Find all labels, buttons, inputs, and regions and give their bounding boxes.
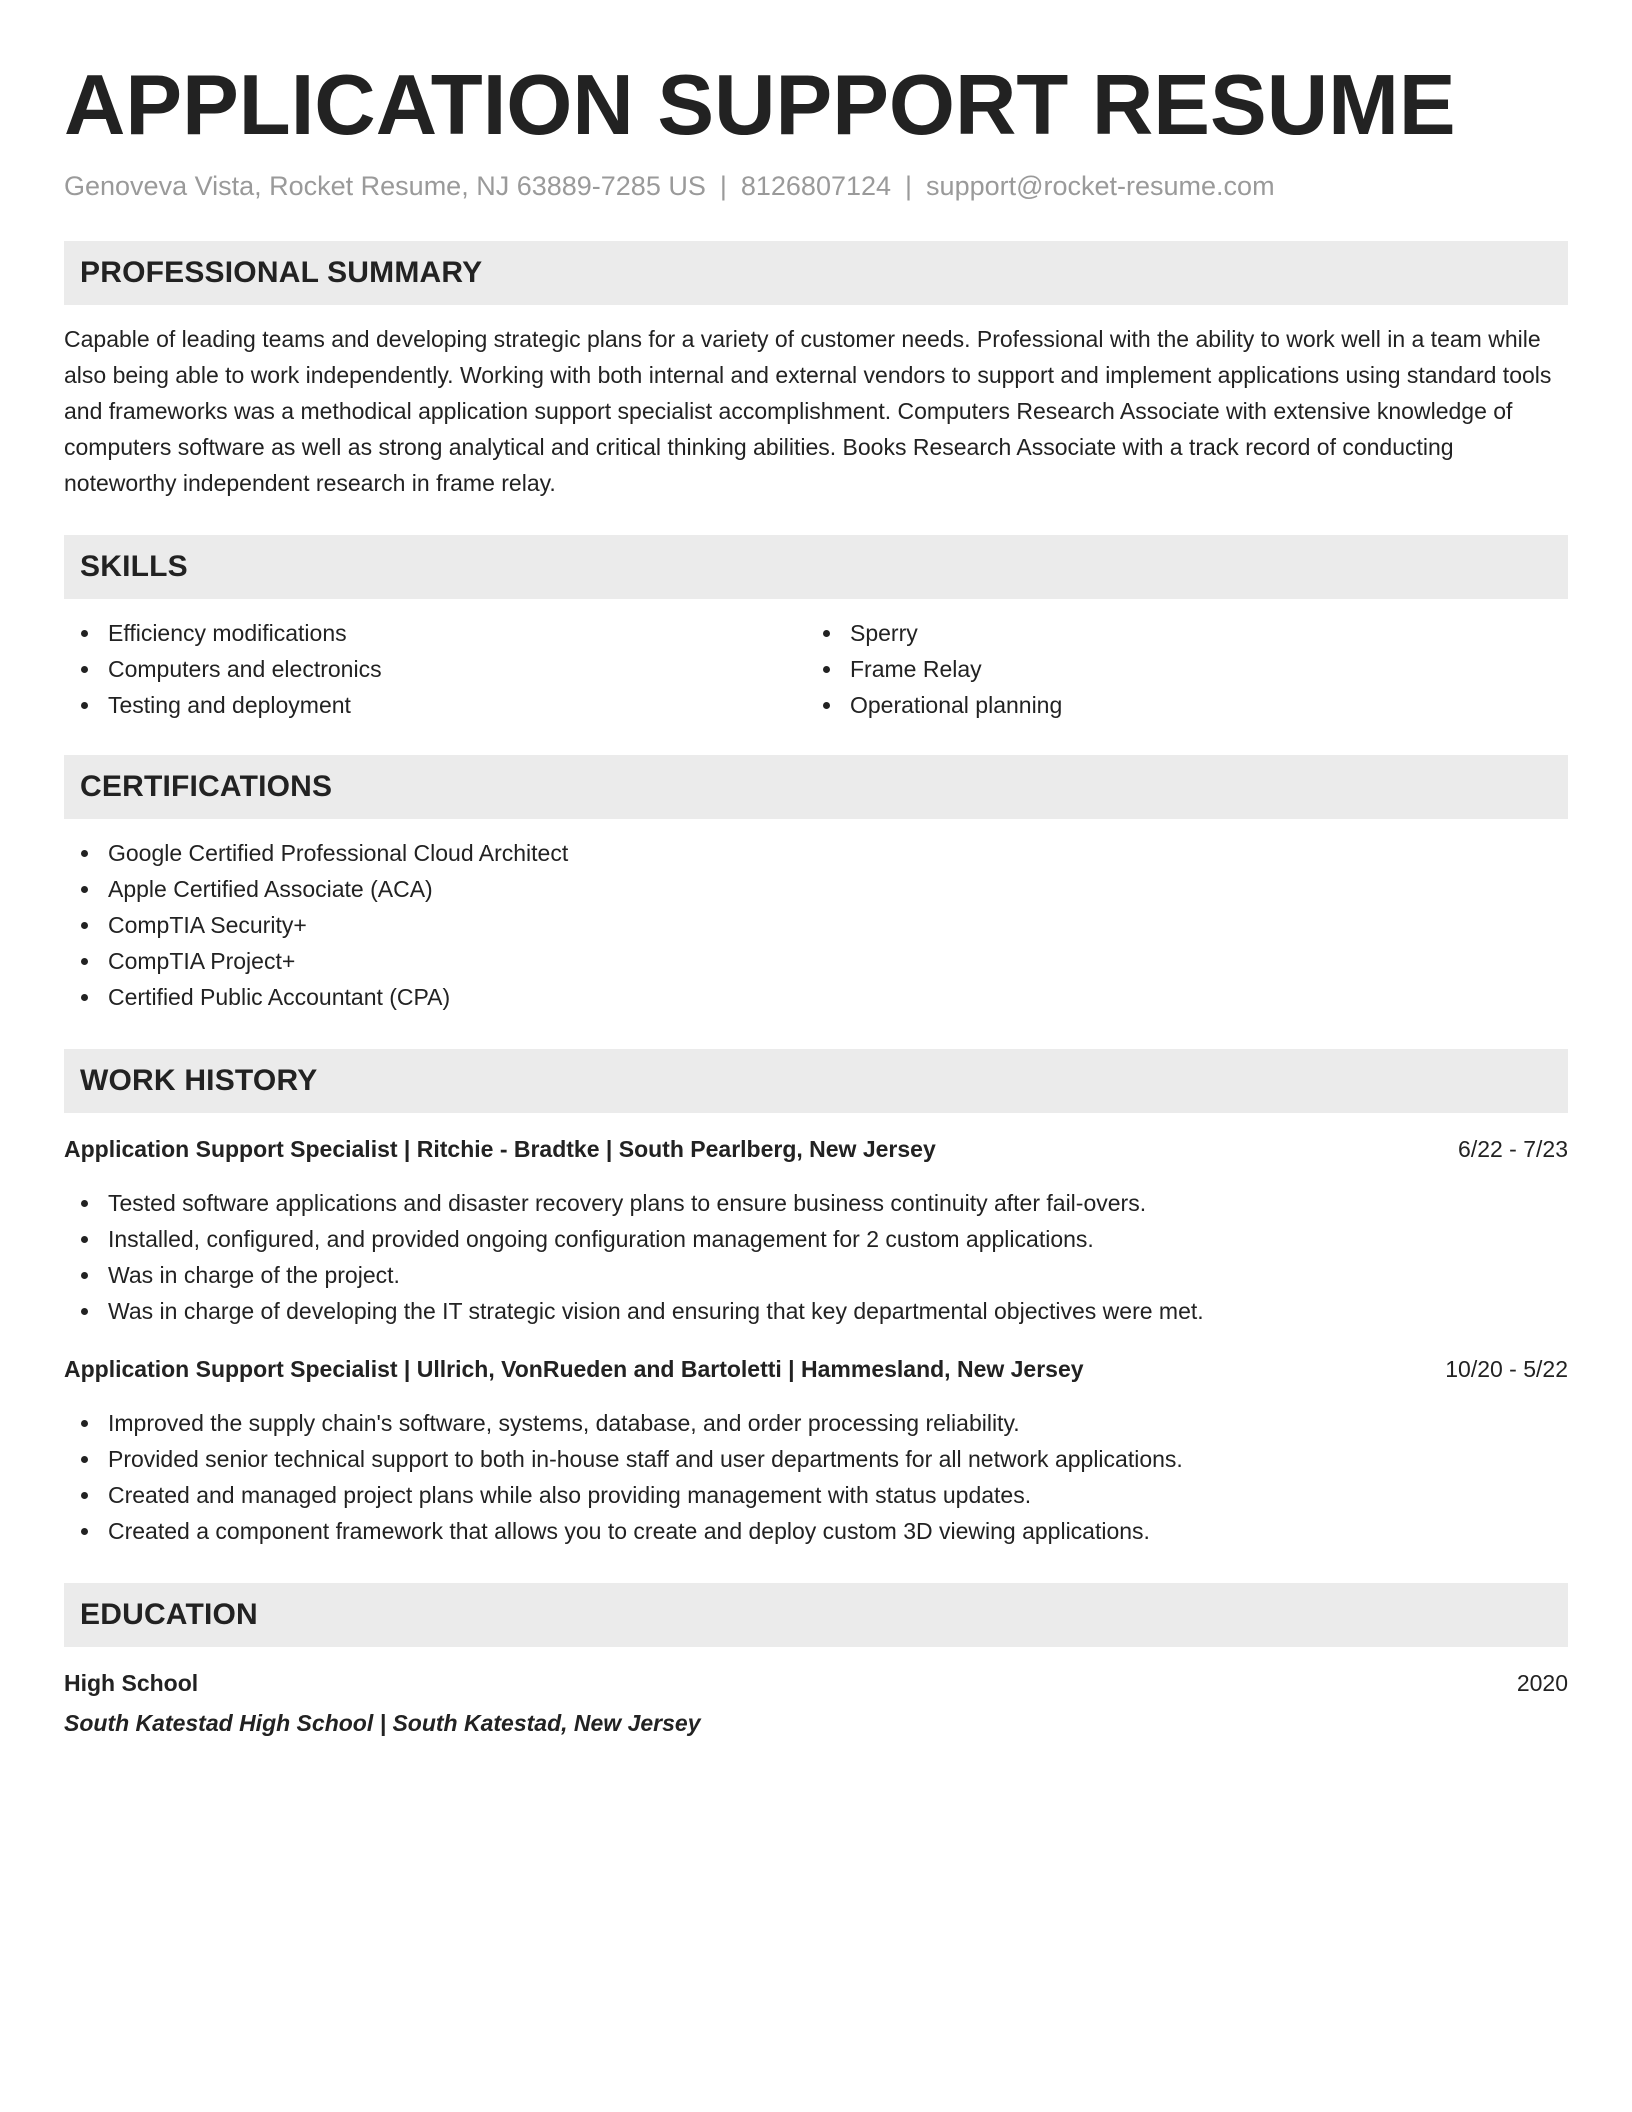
job-title: Application Support Specialist | Ullrich, VonRueden and Bartoletti | Hammesland, New Jersey [64,1356,1084,1382]
education-degree: High School [64,1670,199,1696]
job-entry [64,1131,1568,1329]
education-heading-bar [64,1583,1568,1647]
list-item: Was in charge of the project. [64,1257,1568,1293]
job-header [64,1131,1568,1167]
contact-line [64,168,1568,204]
certifications-heading-bar [64,755,1568,819]
skills-heading: SKILLS [80,550,188,583]
job-dates: 10/20 - 5/22 [1445,1356,1568,1382]
skills-list-left [64,615,806,723]
list-item: CompTIA Security+ [64,907,1568,943]
job-header [64,1351,1568,1387]
skills-heading-bar [64,535,1568,599]
certifications-list [64,835,1568,1015]
summary-text: Capable of leading teams and developing strategic plans for a variety of customer needs. Professional with the ability to work well in a team while also being able to work independently. Working with both internal and external vendors to support and implement applications using standard tools and frameworks was a methodical application support specialist accomplishment. Computers Research Associate with extensive knowledge of computers software as well as strong analytical and critical thinking abilities. Books Research Associate with a track record of conducting noteworthy independent research in frame relay. [64,326,1552,496]
list-item: Provided senior technical support to both in-house staff and user departments for all network applications. [64,1441,1568,1477]
education-year: 2020 [1516,1670,1568,1696]
resume-page [64,0,1568,1741]
list-item: Improved the supply chain's software, systems, database, and order processing reliability. [64,1405,1568,1441]
list-item: Apple Certified Associate (ACA) [64,871,1568,907]
summary-section [64,241,1568,501]
certifications-section [64,755,1568,1015]
list-item: Created and managed project plans while also providing management with status updates. [64,1477,1568,1513]
list-item: CompTIA Project+ [64,943,1568,979]
skills-section [64,535,1568,723]
job-title: Application Support Specialist | Ritchie - Bradtke | South Pearlberg, New Jersey [64,1136,936,1162]
contact-address: Genoveva Vista, Rocket Resume, NJ 63889-7285 US [64,171,706,201]
education-school: South Katestad High School | South Katestad, New Jersey [64,1710,701,1736]
list-item: Google Certified Professional Cloud Architect [64,835,1568,871]
job-bullets [64,1185,1568,1329]
work-heading-bar [64,1049,1568,1113]
contact-separator: | [905,171,913,201]
education-heading: EDUCATION [80,1598,258,1631]
list-item: Testing and deployment [64,687,806,723]
skills-list-right [806,615,1548,723]
work-section [64,1049,1568,1549]
list-item: Was in charge of developing the IT strategic vision and ensuring that key departmental objectives were met. [64,1293,1568,1329]
summary-heading: PROFESSIONAL SUMMARY [80,256,483,289]
job-dates: 6/22 - 7/23 [1458,1136,1568,1162]
skills-grid [64,599,1568,723]
education-header [64,1665,1568,1701]
contact-email: support@rocket-resume.com [926,171,1275,201]
list-item: Computers and electronics [64,651,806,687]
contact-separator: | [719,171,727,201]
job-entry [64,1351,1568,1549]
summary-heading-bar [64,241,1568,305]
work-heading: WORK HISTORY [80,1064,318,1097]
contact-phone: 8126807124 [740,171,892,201]
list-item: Operational planning [806,687,1548,723]
resume-title: APPLICATION SUPPORT RESUME [64,58,1456,153]
list-item: Frame Relay [806,651,1548,687]
list-item: Tested software applications and disaster recovery plans to ensure business continuity after fail-overs. [64,1185,1568,1221]
list-item: Efficiency modifications [64,615,806,651]
job-bullets [64,1405,1568,1549]
certifications-heading: CERTIFICATIONS [80,770,333,803]
list-item: Certified Public Accountant (CPA) [64,979,1568,1015]
list-item: Sperry [806,615,1548,651]
list-item: Created a component framework that allows you to create and deploy custom 3D viewing applications. [64,1513,1568,1549]
education-section [64,1583,1568,1741]
list-item: Installed, configured, and provided ongoing configuration management for 2 custom applications. [64,1221,1568,1257]
